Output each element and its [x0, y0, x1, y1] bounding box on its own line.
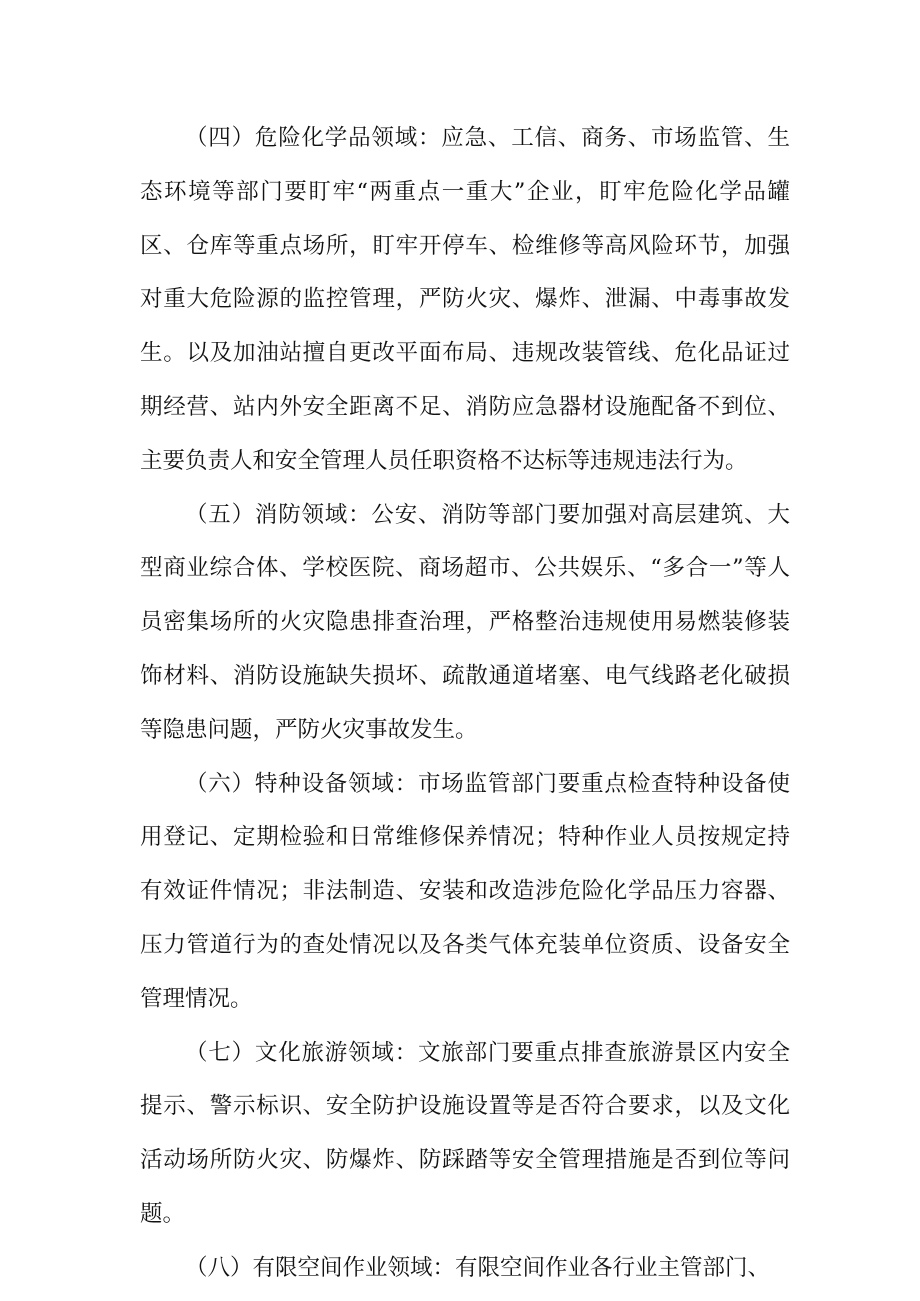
paragraph-culture-tourism: （七）文化旅游领域：文旅部门要重点排查旅游景区内安全提示、警示标识、安全防护设施设置等是否符合要求，以及文化活动场所防火灾、防爆炸、防踩踏等安全管理措施是否到位等问题。 — [140, 1039, 790, 1227]
paragraph-fire-protection: （五）消防领域：公安、消防等部门要加强对高层建筑、大型商业综合体、学校医院、商场超市、公共娱乐、“多合一”等人员密集场所的火灾隐患排查治理，严格整治违规使用易燃装修装饰材料、消防设施缺失损坏、疏散通道堵塞、电气线路老化破损等隐患问题，严防火灾事故发生。 — [140, 501, 790, 743]
document-body — [140, 112, 790, 1296]
paragraph-hazardous-chemicals: （四）危险化学品领域：应急、工信、商务、市场监管、生态环境等部门要盯牢“两重点一重大”企业，盯牢危险化学品罐区、仓库等重点场所，盯牢开停车、检维修等高风险环节，加强对重大危险源的监控管理，严防火灾、爆炸、泄漏、中毒事故发生。以及加油站擅自更改平面布局、违规改装管线、危化品证过期经营、站内外安全距离不足、消防应急器材设施配备不到位、主要负责人和安全管理人员任职资格不达标等违规违法行为。 — [140, 125, 790, 474]
paragraph-confined-space: （八）有限空间作业领域：有限空间作业各行业主管部门、 — [185, 1254, 771, 1281]
paragraph-special-equipment: （六）特种设备领域：市场监管部门要重点检查特种设备使用登记、定期检验和日常维修保养情况；特种作业人员按规定持有效证件情况；非法制造、安装和改造涉危险化学品压力容器、压力管道行为的查处情况以及各类气体充装单位资质、设备安全管理情况。 — [140, 770, 790, 1012]
